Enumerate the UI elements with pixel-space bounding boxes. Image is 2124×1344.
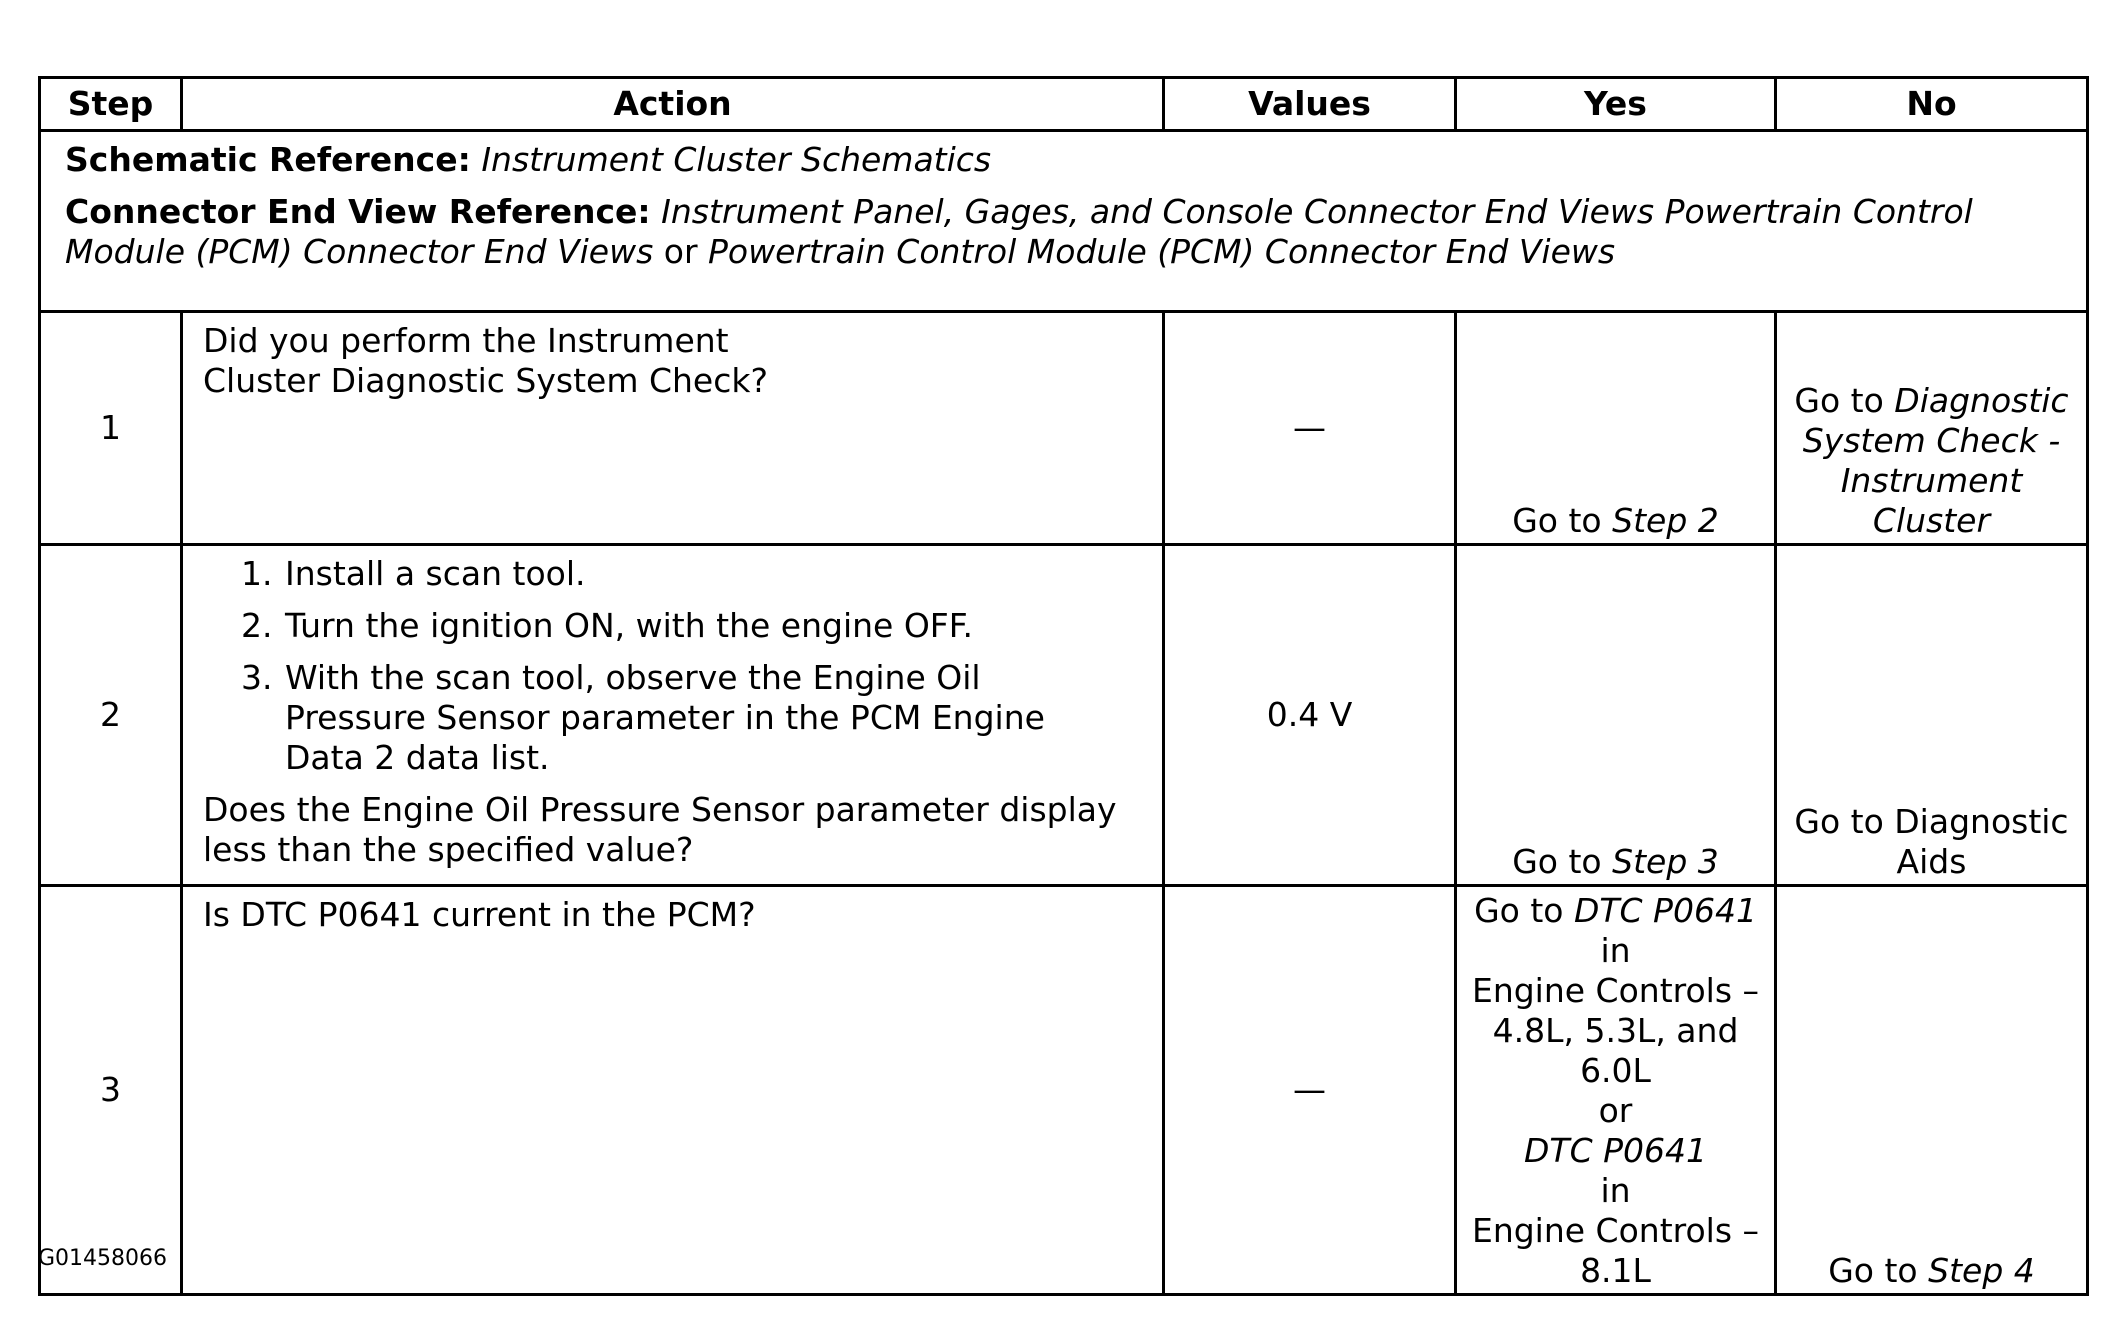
action-step: 2. Turn the ignition ON, with the engine OFF.: [283, 606, 1142, 646]
no-prefix: Go to: [1794, 381, 1884, 420]
yes-prefix: Go to: [1512, 501, 1602, 540]
step-number: 1: [40, 312, 182, 545]
no-cell: [1776, 886, 2088, 1295]
connector-reference-label: Connector End View Reference:: [65, 192, 651, 231]
no-cell: [1776, 545, 2088, 886]
yes-link[interactable]: Step 2: [1612, 501, 1719, 540]
table-header-row: [40, 78, 2088, 131]
table-row: [40, 312, 2088, 545]
figure-id: G01458066: [38, 1246, 168, 1271]
header-action: Action: [182, 78, 1164, 131]
yes-link-2[interactable]: DTC P0641: [1524, 1131, 1707, 1170]
header-step: Step: [40, 78, 182, 131]
yes-in-2: in: [1600, 1171, 1631, 1210]
connector-reference: [65, 192, 2062, 272]
header-values: Values: [1164, 78, 1456, 131]
header-yes: Yes: [1456, 78, 1776, 131]
diagnostic-table: [38, 76, 2089, 1296]
yes-cell: [1456, 886, 1776, 1295]
yes-link-1[interactable]: DTC P0641: [1573, 891, 1757, 930]
table-row: [40, 886, 2088, 1295]
yes-or: or: [1598, 1091, 1633, 1130]
connector-reference-link-3[interactable]: Powertrain Control Module (PCM) Connector End Views: [708, 232, 1616, 271]
header-no: No: [1776, 78, 2088, 131]
action-step-list: [203, 554, 1142, 778]
values-cell: 0.4 V: [1164, 545, 1456, 886]
table-row: [40, 545, 2088, 886]
action-cell: [182, 312, 1164, 545]
no-link[interactable]: Go to Diagnostic Aids: [1794, 802, 2069, 881]
schematic-reference-link[interactable]: Instrument Cluster Schematics: [481, 140, 992, 179]
no-link[interactable]: Step 4: [1928, 1251, 2035, 1290]
yes-engine-2[interactable]: Engine Controls – 8.1L: [1471, 1211, 1760, 1290]
step-number: 3: [40, 886, 182, 1295]
connector-reference-or: or: [663, 232, 698, 271]
action-step: 3. With the scan tool, observe the Engine Oil Pressure Sensor parameter in the PCM Engine Data 2 data list.: [283, 658, 1045, 778]
connector-reference-link-2[interactable]: Powertrain Control Module (PCM) Connector End Views: [65, 192, 1973, 271]
yes-prefix: Go to: [1512, 842, 1602, 881]
no-link[interactable]: Diagnostic System Check - Instrument Cluster: [1802, 381, 2069, 540]
yes-prefix: Go to: [1474, 891, 1564, 930]
action-cell: [182, 886, 1164, 1295]
action-text: Did you perform the Instrument Cluster Diagnostic System Check?: [203, 321, 768, 400]
action-question: Does the Engine Oil Pressure Sensor parameter display less than the specified value?: [203, 790, 1117, 869]
yes-engine-1[interactable]: Engine Controls – 4.8L, 5.3L, and 6.0L: [1471, 971, 1760, 1090]
yes-cell: [1456, 312, 1776, 545]
connector-reference-link-1[interactable]: Instrument Panel, Gages, and Console Connector End Views: [661, 192, 1655, 231]
yes-cell: [1456, 545, 1776, 886]
no-prefix: Go to: [1828, 1251, 1918, 1290]
values-cell: —: [1164, 886, 1456, 1295]
values-cell: —: [1164, 312, 1456, 545]
action-step: 1. Install a scan tool.: [283, 554, 1142, 594]
reference-row: [40, 131, 2088, 312]
reference-cell: [40, 131, 2088, 312]
action-cell: [182, 545, 1164, 886]
schematic-reference: [65, 140, 2062, 180]
yes-link[interactable]: Step 3: [1612, 842, 1719, 881]
no-cell: [1776, 312, 2088, 545]
schematic-reference-label: Schematic Reference:: [65, 140, 471, 179]
step-number: 2: [40, 545, 182, 886]
action-text: Is DTC P0641 current in the PCM?: [203, 895, 756, 934]
yes-in-1: in: [1600, 931, 1631, 970]
